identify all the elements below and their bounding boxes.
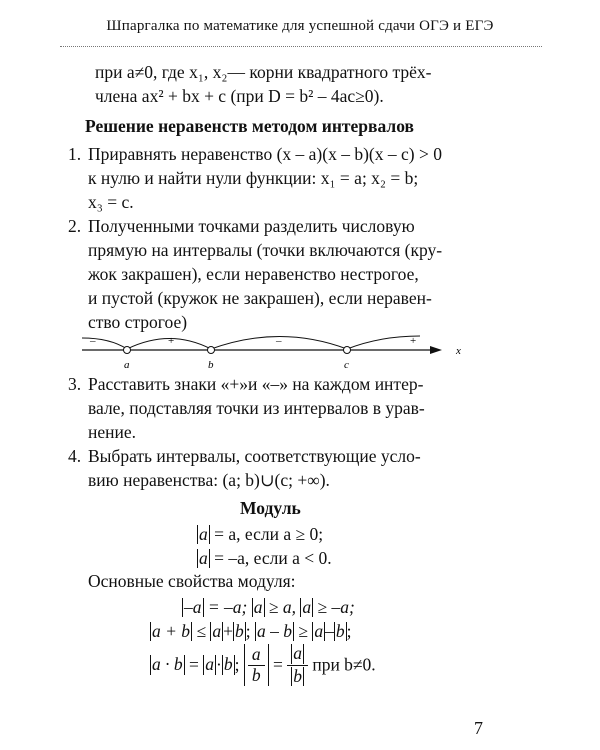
sign-2: + [168,335,175,347]
item-2-number: 2. [68,216,82,236]
item-2-line-1: Полученными точками разделить числовую [88,216,415,236]
header-divider [60,46,542,47]
fraction-abs-left: $\frac{a}{b}$ [244,644,269,686]
interval-arc-1 [82,338,127,349]
modulus-heading: Модуль [240,498,301,518]
axis-arrow [430,346,442,354]
number-line-diagram [80,330,480,378]
running-header: Шпаргалка по математике для успешной сдачи ОГЭ и ЕГЭ [106,18,494,34]
item-4-line-1: Выбрать интервалы, соответствующие усло- [88,446,421,466]
modulus-definition-2: a = –a, если a < 0. [199,548,332,568]
sign-4: + [410,335,417,347]
modulus-properties-title: Основные свойства модуля: [88,571,296,591]
label-b: b [208,359,214,371]
modulus-property-1: –a = –a; a ≥ a, a ≥ –a; [184,597,355,617]
label-x: x [456,345,461,357]
item-4-number: 4. [68,446,82,466]
item-3-line-1: Расставить знаки «+»и «–» на каждом интер- [88,374,424,394]
point-c-marker [344,347,351,354]
sign-3: – [276,335,282,347]
item-3-line-2: вале, подставляя точки из интервалов в урав- [88,398,425,418]
label-a: a [124,359,130,371]
item-4-line-2: вию неравенства: (a; b)∪(c; +∞). [88,470,330,490]
item-2-line-5: ство строгое) [88,312,188,332]
label-c: c [344,359,349,371]
item-2-line-3: жок закрашен), если неравенство нестрогое, [88,264,419,284]
item-2-line-4: и пустой (кружок не закрашен), если неравен- [88,288,432,308]
fraction-right: $\frac{a}{b}$ [287,644,308,686]
modulus-definition-1: a = a, если a ≥ 0; [199,524,324,544]
item-1-line-3: x₃ = c. [88,192,134,212]
intro-line-2: члена ax² + bx + c (при D = b² – 4ac≥0). [95,86,384,106]
item-1-line-1: Приравнять неравенство (x – a)(x – b)(x – c) > 0 [88,144,442,164]
point-b-marker [208,347,215,354]
intervals-heading: Решение неравенств методом интервалов [85,116,414,136]
item-1-number: 1. [68,144,82,164]
point-a-marker [124,347,131,354]
modulus-property-2: a + b ≤ a + b ; a – b ≥ a – b ; [152,621,352,641]
modulus-property-3: a · b = a · b ; $\frac{a}{b}$ = $\frac{a}{b}$ при b≠0. [152,643,376,686]
item-1-line-2: к нулю и найти нули функции: x₁ = a; x₂ = b; [88,168,419,188]
sign-1: – [90,335,96,347]
item-2-line-2: прямую на интервалы (точки включаются (кру- [88,240,443,260]
item-3-line-3: нение. [88,422,137,442]
intro-line-1: при a≠0, где x₁, x₂— корни квадратного трёх- [95,62,432,82]
page-number: 7 [474,718,483,738]
item-3-number: 3. [68,374,82,394]
